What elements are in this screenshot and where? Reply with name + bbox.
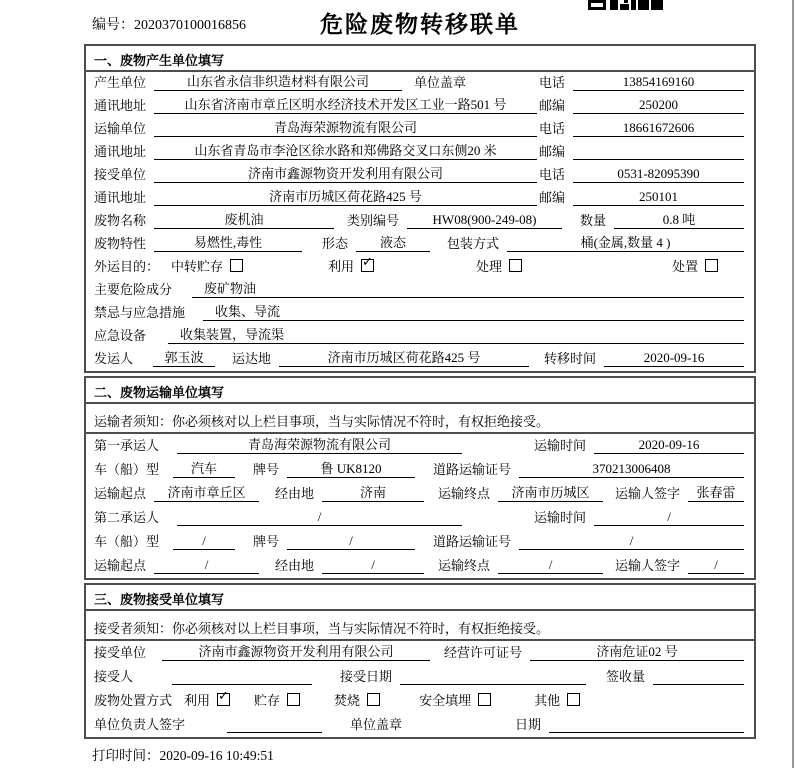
category-label: 类别编号 — [347, 213, 400, 228]
via2-label: 经由地 — [275, 558, 315, 573]
head-sign-label: 单位负责人签字 — [94, 717, 186, 732]
print-time-value: 2020-09-16 10:49:51 — [159, 748, 274, 763]
waste-name-label: 废物名称 — [94, 213, 147, 228]
checkbox-checked-icon — [217, 689, 230, 706]
end1-value: 济南市历城区 — [498, 482, 603, 502]
purpose-option-utilize — [328, 256, 374, 275]
via1-label: 经由地 — [275, 486, 315, 501]
receive-unit-label: 接受单位 — [94, 645, 147, 660]
phone1-value: 13854169160 — [573, 74, 744, 91]
purpose-option-label: 处理 — [476, 259, 503, 274]
disposal-option-storage — [254, 690, 300, 709]
checkbox-icon — [230, 259, 243, 272]
row-disposal-method — [86, 689, 754, 713]
zip2-value — [573, 144, 744, 160]
addr1-label: 通讯地址 — [94, 98, 147, 113]
row-route2 — [86, 554, 754, 578]
vehicle2-value: / — [173, 533, 235, 550]
row-head-signature — [86, 713, 754, 737]
checkbox-icon — [478, 693, 491, 706]
row-emergency-equipment — [86, 325, 754, 348]
disposal-option-landfill — [419, 690, 491, 709]
row-producer-address — [86, 95, 754, 118]
quantity-label: 数量 — [580, 213, 607, 228]
row-transporter-address — [86, 141, 754, 164]
row-purpose — [86, 256, 754, 279]
sign-qty-label: 签收量 — [606, 669, 646, 684]
row-vehicle2 — [86, 530, 754, 554]
receiver-seal-label: 单位盖章 — [350, 717, 403, 732]
transporter-notice: 运输者须知：你必须核对以上栏目事项，当与实际情况不符时，有权拒绝接受。 — [86, 404, 754, 434]
category-value: HW08(900-249-08) — [407, 212, 562, 229]
unit-seal-label: 单位盖章 — [414, 75, 467, 90]
row-receiver — [86, 164, 754, 187]
origin1-label: 运输起点 — [94, 486, 147, 501]
license-label: 经营许可证号 — [444, 645, 523, 660]
destination-label: 运达地 — [232, 351, 272, 366]
disposal-option-other — [534, 690, 580, 709]
phone2-value: 18661672606 — [573, 120, 744, 137]
purpose-option-label: 利用 — [328, 259, 355, 274]
phone3-value: 0531-82095390 — [573, 166, 744, 183]
print-time-label: 打印时间： — [92, 748, 160, 763]
hazard-value: 废矿物油 — [192, 278, 744, 298]
zip1-label: 邮编 — [539, 98, 566, 113]
plate1-value: 鲁 UK8120 — [287, 458, 415, 478]
manifest-form — [84, 44, 756, 742]
end2-value: / — [498, 557, 603, 574]
row-carrier2 — [86, 506, 754, 530]
transport-time1-value: 2020-09-16 — [594, 437, 744, 454]
checkbox-checked-icon — [361, 255, 374, 272]
via1-value: 济南 — [322, 482, 424, 502]
sign2-value: / — [688, 557, 744, 574]
purpose-option-transfer-storage — [171, 256, 243, 275]
row-producer — [86, 72, 754, 95]
section-receiver — [84, 583, 756, 739]
plate1-label: 牌号 — [253, 462, 280, 477]
form-label: 形态 — [322, 236, 349, 251]
row-waste-character — [86, 233, 754, 256]
disposal-option-utilize — [184, 690, 230, 709]
purpose-option-dispose — [672, 256, 718, 275]
phone3-label: 电话 — [539, 167, 566, 182]
checkbox-icon — [287, 693, 300, 706]
hazard-label: 主要危险成分 — [94, 282, 173, 297]
road-permit1-value: 370213006408 — [519, 461, 744, 478]
via2-value: / — [322, 557, 424, 574]
zip3-label: 邮编 — [539, 190, 566, 205]
page-edge — [792, 0, 794, 768]
character-value: 易燃性,毒性 — [154, 232, 302, 252]
taboo-value: 收集、导流 — [203, 301, 744, 321]
row-shipper — [86, 348, 754, 371]
row-waste-name — [86, 210, 754, 233]
transport-time2-label: 运输时间 — [534, 510, 587, 525]
vehicle1-label: 车（船）型 — [94, 462, 160, 477]
character-label: 废物特性 — [94, 236, 147, 251]
disposal-option-label: 贮存 — [254, 693, 281, 708]
zip3-value: 250101 — [573, 189, 744, 206]
end1-label: 运输终点 — [438, 486, 491, 501]
zip1-value: 250200 — [573, 97, 744, 114]
row-receiver-address — [86, 187, 754, 210]
vehicle2-label: 车（船）型 — [94, 534, 160, 549]
disposal-option-incinerate — [334, 690, 380, 709]
transporter-value: 青岛海荣源物流有限公司 — [154, 117, 537, 137]
section-producer — [84, 44, 756, 373]
row-recipient — [86, 665, 754, 689]
row-vehicle1 — [86, 458, 754, 482]
origin2-label: 运输起点 — [94, 558, 147, 573]
receive-date-value — [400, 669, 586, 685]
sign2-label: 运输人签字 — [615, 558, 681, 573]
transport-time2-value: / — [594, 509, 744, 526]
date2-label: 日期 — [515, 717, 542, 732]
vehicle1-value: 汽车 — [173, 458, 235, 478]
producer-value: 山东省永信非织造材料有限公司 — [154, 71, 402, 91]
road-permit2-label: 道路运输证号 — [433, 534, 512, 549]
receiver-value: 济南市鑫源物资开发利用有限公司 — [154, 163, 537, 183]
checkbox-icon — [705, 259, 718, 272]
recipient-label: 接受人 — [94, 669, 134, 684]
quantity-value: 0.8 吨 — [614, 209, 744, 229]
checkbox-icon — [509, 259, 522, 272]
check-icon: ✓ — [362, 255, 373, 270]
addr3-label: 通讯地址 — [94, 190, 147, 205]
equipment-label: 应急设备 — [94, 328, 147, 343]
zip2-label: 邮编 — [539, 144, 566, 159]
producer-label: 产生单位 — [94, 75, 147, 90]
checkbox-icon — [367, 693, 380, 706]
disposal-option-label: 其他 — [534, 693, 561, 708]
row-hazard-component — [86, 279, 754, 302]
packing-value: 桶(金属,数量 4 ) — [507, 232, 744, 252]
purpose-option-label: 中转贮存 — [171, 259, 224, 274]
origin1-value: 济南市章丘区 — [154, 482, 259, 502]
section-producer-title: 一、废物产生单位填写 — [86, 46, 754, 72]
license-value: 济南危证02 号 — [530, 641, 744, 661]
purpose-option-treat — [476, 256, 522, 275]
carrier2-value: / — [177, 509, 462, 526]
page-title: 危险废物转移联单 — [320, 11, 520, 37]
origin2-value: / — [154, 557, 259, 574]
phone1-label: 电话 — [539, 75, 566, 90]
row-taboo-measures — [86, 302, 754, 325]
transfer-time-label: 转移时间 — [544, 351, 597, 366]
sign1-label: 运输人签字 — [615, 486, 681, 501]
packing-label: 包装方式 — [447, 236, 500, 251]
end2-label: 运输终点 — [438, 558, 491, 573]
section-transporter — [84, 376, 756, 580]
receive-date-label: 接受日期 — [340, 669, 393, 684]
carrier1-value: 青岛海荣源物流有限公司 — [177, 434, 462, 454]
receiver-notice: 接受者须知：你必须核对以上栏目事项，当与实际情况不符时，有权拒绝接受。 — [86, 611, 754, 641]
carrier1-label: 第一承运人 — [94, 438, 160, 453]
check-icon: ✓ — [218, 689, 229, 704]
equipment-value: 收集装置，导流渠 — [168, 324, 744, 344]
road-permit2-value: / — [519, 533, 744, 550]
plate2-label: 牌号 — [253, 534, 280, 549]
addr1-value: 山东省济南市章丘区明水经济技术开发区工业一路501 号 — [154, 94, 537, 114]
receive-unit-value: 济南市鑫源物资开发利用有限公司 — [162, 641, 430, 661]
document-number-value: 2020370100016856 — [134, 18, 246, 33]
disposal-label: 废物处置方式 — [94, 693, 173, 708]
shipper-value: 郭玉波 — [153, 347, 215, 367]
phone2-label: 电话 — [539, 121, 566, 136]
document-number-label: 编号： — [92, 18, 134, 33]
disposal-option-label: 利用 — [184, 693, 211, 708]
row-transporter — [86, 118, 754, 141]
date2-value — [549, 717, 744, 733]
addr2-value: 山东省青岛市李沧区徐水路和郑佛路交叉口东侧20 米 — [154, 140, 537, 160]
section-receiver-title: 三、废物接受单位填写 — [86, 585, 754, 611]
road-permit1-label: 道路运输证号 — [433, 462, 512, 477]
disposal-option-label: 安全填埋 — [419, 693, 472, 708]
sign-qty-value — [653, 669, 744, 685]
addr2-label: 通讯地址 — [94, 144, 147, 159]
row-route1 — [86, 482, 754, 506]
destination-value: 济南市历城区荷花路425 号 — [279, 347, 529, 367]
row-receive-unit — [86, 641, 754, 665]
shipper-label: 发运人 — [94, 351, 134, 366]
section-transporter-title: 二、废物运输单位填写 — [86, 378, 754, 404]
sign1-value: 张春雷 — [688, 482, 744, 502]
head-sign-value — [227, 717, 322, 733]
waste-name-value: 废机油 — [154, 209, 334, 229]
plate2-value: / — [287, 533, 415, 550]
checkbox-icon — [567, 693, 580, 706]
purpose-label: 外运目的： — [94, 259, 160, 274]
disposal-option-label: 焚烧 — [334, 693, 361, 708]
transfer-time-value: 2020-09-16 — [604, 350, 744, 367]
transport-time1-label: 运输时间 — [534, 438, 587, 453]
addr3-value: 济南市历城区荷花路425 号 — [154, 186, 537, 206]
receiver-label: 接受单位 — [94, 167, 147, 182]
row-carrier1 — [86, 434, 754, 458]
purpose-option-label: 处置 — [672, 259, 699, 274]
form-value: 液态 — [356, 232, 430, 252]
recipient-value — [172, 669, 312, 685]
transporter-label: 运输单位 — [94, 121, 147, 136]
taboo-label: 禁忌与应急措施 — [94, 305, 186, 320]
print-time — [92, 744, 274, 764]
carrier2-label: 第二承运人 — [94, 510, 160, 525]
